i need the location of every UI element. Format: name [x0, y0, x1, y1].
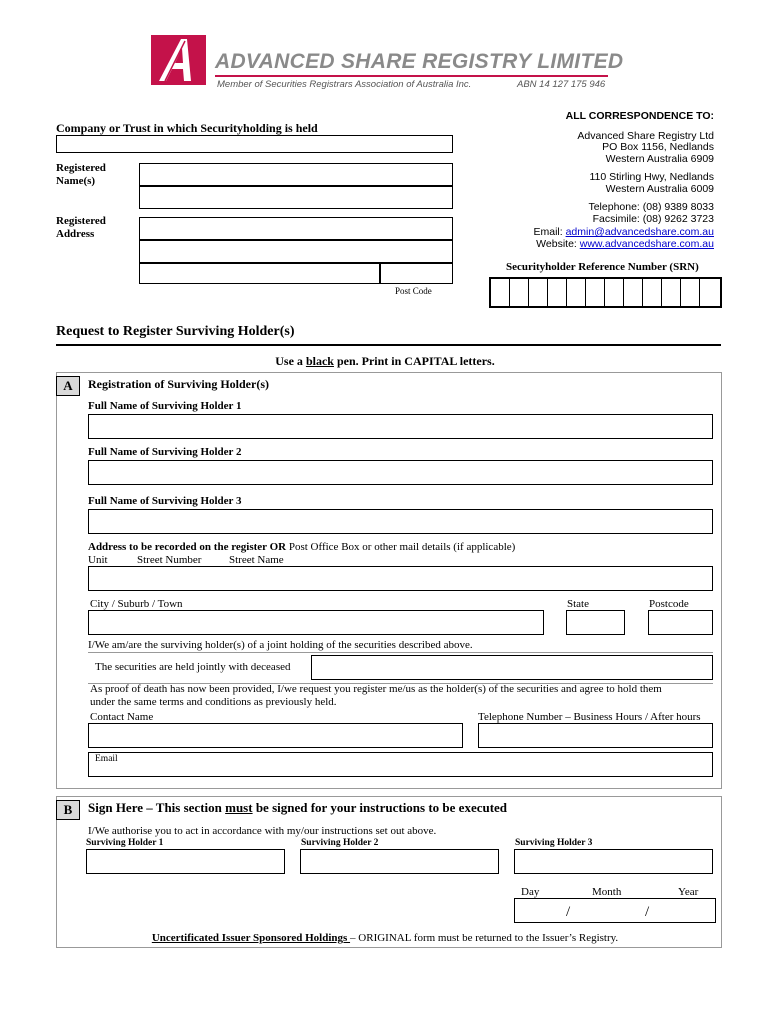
state-field[interactable] [566, 610, 625, 635]
holder-1-name-field[interactable] [88, 414, 713, 439]
holder-1-label: Full Name of Surviving Holder 1 [88, 400, 242, 412]
telephone-label: Telephone Number – Business Hours / After hours [478, 711, 701, 723]
authorise-statement: I/We authorise you to act in accordance with my/our instructions set out above. [88, 825, 437, 837]
signature-3-field[interactable] [514, 849, 713, 874]
holder-2-label: Full Name of Surviving Holder 2 [88, 446, 242, 458]
street-name-label: Street Name [229, 554, 284, 566]
state-label: State [567, 598, 589, 610]
telephone-text: Telephone: (08) 9389 8033 [588, 201, 714, 213]
registered-address-label: Registered Address [56, 215, 106, 240]
city-label: City / Suburb / Town [90, 598, 183, 610]
registered-address-field-1[interactable] [139, 217, 453, 240]
proof-statement-1: As proof of death has now been provided, I/we request you register me/us as the holder(s) of the securities and agree to hold them [90, 683, 662, 695]
month-label: Month [592, 886, 622, 898]
contact-name-field[interactable] [88, 723, 463, 748]
contact-name-label: Contact Name [90, 711, 154, 723]
signature-3-label: Surviving Holder 3 [515, 838, 593, 848]
jointly-with-label: The securities are held jointly with deceased [95, 661, 291, 673]
srn-character-box[interactable] [548, 279, 567, 306]
company-trust-field[interactable] [56, 135, 453, 153]
proof-statement-2: under the same terms and conditions as previously held. [90, 696, 337, 708]
header-rule [215, 75, 608, 77]
holder-2-name-field[interactable] [88, 460, 713, 485]
website-line [533, 239, 714, 251]
address-instructions: Address to be recorded on the register OR Post Office Box or other mail details (if applicable) [88, 541, 516, 553]
srn-character-box[interactable] [567, 279, 586, 306]
street-line: Western Australia 6009 [605, 182, 714, 195]
street-address-field[interactable] [88, 566, 713, 591]
srn-character-box[interactable] [662, 279, 681, 306]
section-a-badge: A [56, 376, 80, 396]
email-field[interactable] [88, 752, 713, 777]
registered-names-label: Registered Name(s) [56, 162, 106, 187]
postal-line: PO Box 1156, Nedlands [602, 141, 714, 153]
membership-text: Member of Securities Registrars Association of Australia Inc. [217, 79, 472, 90]
postal-line: Western Australia 6909 [605, 152, 714, 165]
registered-address-field-3[interactable] [139, 263, 380, 284]
email-link[interactable]: admin@advancedshare.com.au [565, 226, 714, 238]
company-name: ADVANCED SHARE REGISTRY LIMITED [215, 50, 624, 73]
signature-2-label: Surviving Holder 2 [301, 838, 379, 848]
post-code-label: Post Code [395, 286, 432, 296]
section-b-title: Sign Here – This section must be signed for your instructions to be executed [88, 800, 508, 815]
divider [88, 652, 713, 653]
srn-character-box[interactable] [529, 279, 548, 306]
website-label: Website: [536, 237, 580, 250]
day-label: Day [521, 886, 540, 898]
srn-character-box[interactable] [491, 279, 510, 306]
srn-field[interactable] [489, 277, 722, 308]
holder-3-name-field[interactable] [88, 509, 713, 534]
section-b-badge: B [56, 800, 80, 820]
registered-address-field-2[interactable] [139, 240, 453, 263]
email-label: Email [95, 754, 118, 764]
footer-note: Uncertificated Issuer Sponsored Holdings – ORIGINAL form must be returned to the Issuer’s Registry. [151, 932, 619, 944]
correspondence-heading: ALL CORRESPONDENCE TO: [565, 110, 714, 122]
holder-3-label: Full Name of Surviving Holder 3 [88, 495, 242, 507]
date-field[interactable] [514, 898, 716, 923]
srn-character-box[interactable] [700, 279, 719, 306]
signature-1-field[interactable] [86, 849, 285, 874]
joint-statement: I/We am/are the surviving holder(s) of a joint holding of the securities described above. [88, 639, 473, 651]
request-title: Request to Register Surviving Holder(s) [56, 324, 295, 339]
street-number-label: Street Number [137, 554, 202, 566]
date-separator: / [566, 904, 571, 920]
correspondence-block [533, 111, 714, 250]
abn-text: ABN 14 127 175 946 [517, 79, 606, 90]
website-link[interactable]: www.advancedshare.com.au [579, 237, 714, 250]
year-label: Year [678, 886, 699, 898]
srn-character-box[interactable] [586, 279, 605, 306]
email-label: Email: [533, 226, 566, 238]
registered-name-field-2[interactable] [139, 186, 453, 209]
company-trust-label: Company or Trust in which Securityholding is held [56, 121, 318, 135]
registered-name-field-1[interactable] [139, 163, 453, 186]
facsimile-text: Facsimile: (08) 9262 3723 [592, 212, 714, 225]
post-code-field[interactable] [380, 263, 453, 284]
telephone-field[interactable] [478, 723, 713, 748]
date-separator: / [645, 904, 650, 920]
postcode-field[interactable] [648, 610, 713, 635]
srn-character-box[interactable] [605, 279, 624, 306]
srn-character-box[interactable] [510, 279, 529, 306]
postcode-label: Postcode [649, 598, 689, 610]
signature-1-label: Surviving Holder 1 [86, 838, 164, 848]
deceased-name-field[interactable] [311, 655, 713, 680]
srn-character-box[interactable] [681, 279, 700, 306]
signature-2-field[interactable] [300, 849, 499, 874]
postal-line: Advanced Share Registry Ltd [577, 129, 714, 142]
srn-character-box[interactable] [643, 279, 662, 306]
instruction-text: Use a black pen. Print in CAPITAL letters. [275, 354, 495, 368]
srn-character-box[interactable] [624, 279, 643, 306]
city-field[interactable] [88, 610, 544, 635]
street-line: 110 Stirling Hwy, Nedlands [589, 171, 714, 183]
request-title-rule [56, 344, 721, 346]
unit-label: Unit [88, 554, 108, 566]
srn-label: Securityholder Reference Number (SRN) [506, 261, 699, 273]
section-a-title: Registration of Surviving Holder(s) [88, 377, 269, 391]
company-logo [151, 35, 206, 85]
